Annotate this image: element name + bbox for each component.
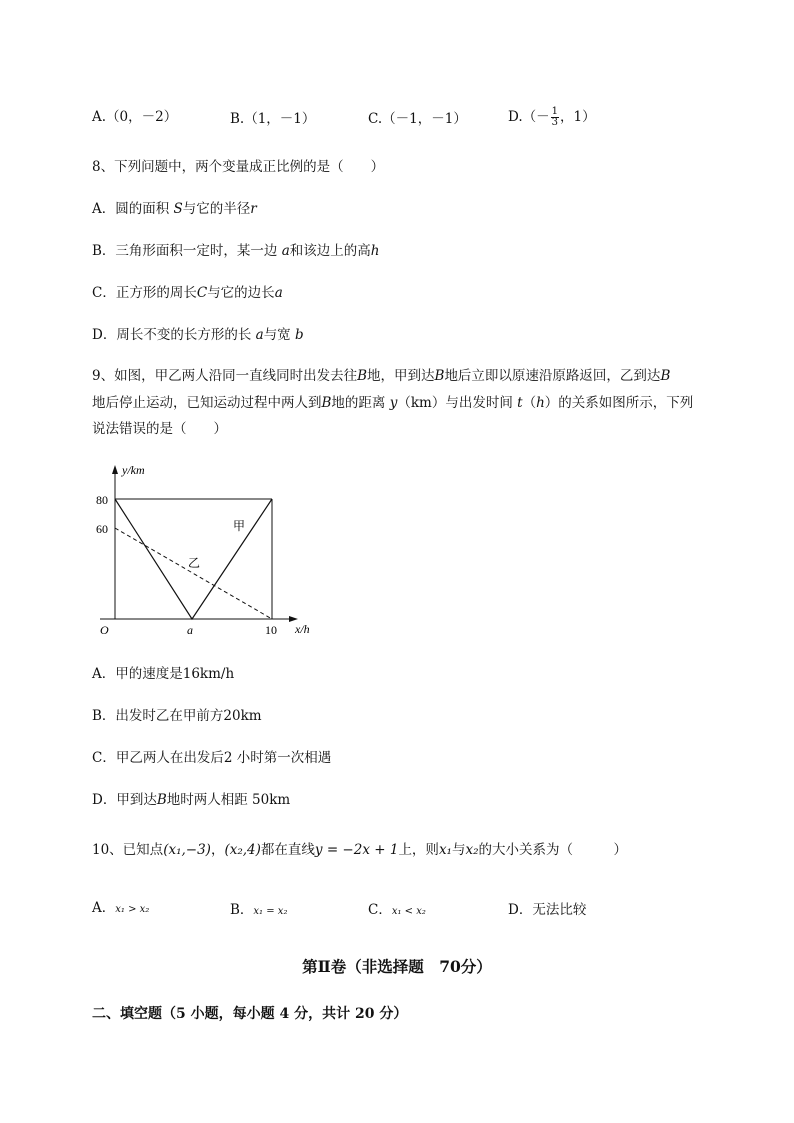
q7-option-b: B.（1，－1） bbox=[230, 111, 316, 127]
q10-option-b: B．x₁ = x₂ bbox=[230, 902, 288, 918]
jia-label: 甲 bbox=[233, 519, 246, 533]
yi-dashed-line bbox=[115, 528, 272, 619]
q9-option-b: B．出发时乙在甲前方20km bbox=[92, 708, 262, 724]
tick-label-a: a bbox=[187, 623, 193, 637]
point-1: (x₁,−3) bbox=[163, 842, 211, 858]
q9-option-a: A．甲的速度是16km/h bbox=[92, 666, 235, 682]
q8-option-c: C．正方形的周长C与它的边长a bbox=[92, 285, 283, 301]
q9-option-c: C．甲乙两人在出发后2 小时第一次相遇 bbox=[92, 750, 332, 766]
point-2: (x₂,4) bbox=[224, 842, 261, 858]
q10-option-d: D．无法比较 bbox=[508, 902, 587, 918]
q7-option-d: D.（－ $\frac{1}{3}$ ，1） bbox=[508, 106, 596, 128]
x-axis-label: x/h bbox=[295, 622, 310, 636]
q8-option-d: D．周长不变的长方形的长 a与宽 b bbox=[92, 327, 304, 343]
q10-stem: 10、已知点(x₁,−3)，(x₂,4)都在直线y = −2x + 1上，则x₁与x₂的大小关系为（ ） bbox=[92, 842, 627, 858]
q9-stem-line3: 说法错误的是（ ） bbox=[92, 421, 227, 437]
q7-option-a: A.（0，－2） bbox=[92, 109, 178, 125]
q9-distance-time-graph bbox=[92, 462, 332, 642]
tick-label-80: 80 bbox=[96, 493, 108, 507]
line-equation: y = −2x + 1 bbox=[314, 842, 399, 858]
fraction-one-third: $\frac{1}{3}$ bbox=[551, 106, 559, 128]
q9-stem-line1: 9、如图，甲乙两人沿同一直线同时出发去往B地，甲到达B地后立即以原速沿原路返回，乙到达B bbox=[92, 368, 671, 384]
q8-stem: 8、下列问题中，两个变量成正比例的是（ ） bbox=[92, 159, 385, 175]
y-axis-label: y/km bbox=[122, 463, 145, 477]
yi-label: 乙 bbox=[188, 556, 201, 570]
tick-label-60: 60 bbox=[96, 522, 108, 536]
q9-stem-line2: 地后停止运动，已知运动过程中两人到B地的距离 y（km）与出发时间 t（h）的关系如图所示，下列 bbox=[92, 395, 694, 411]
q9-option-d: D．甲到达B地时两人相距 50km bbox=[92, 792, 291, 808]
q10-option-a: A．x₁ > x₂ bbox=[92, 900, 150, 916]
q8-option-b: B．三角形面积一定时，某一边 a和该边上的高h bbox=[92, 243, 380, 259]
section2-title: 第Ⅱ卷（非选择题 70分） bbox=[302, 957, 492, 976]
q10-option-c: C．x₁ < x₂ bbox=[368, 902, 426, 918]
section2-subtitle: 二、填空题（5 小题，每小题 4 分，共计 20 分） bbox=[92, 1006, 408, 1022]
y-axis-arrow bbox=[112, 465, 118, 474]
q8-option-a: A．圆的面积 S与它的半径r bbox=[92, 201, 257, 217]
origin-label: O bbox=[100, 623, 109, 637]
q7-option-c: C.（－1，－1） bbox=[368, 111, 467, 127]
tick-label-10: 10 bbox=[265, 623, 277, 637]
